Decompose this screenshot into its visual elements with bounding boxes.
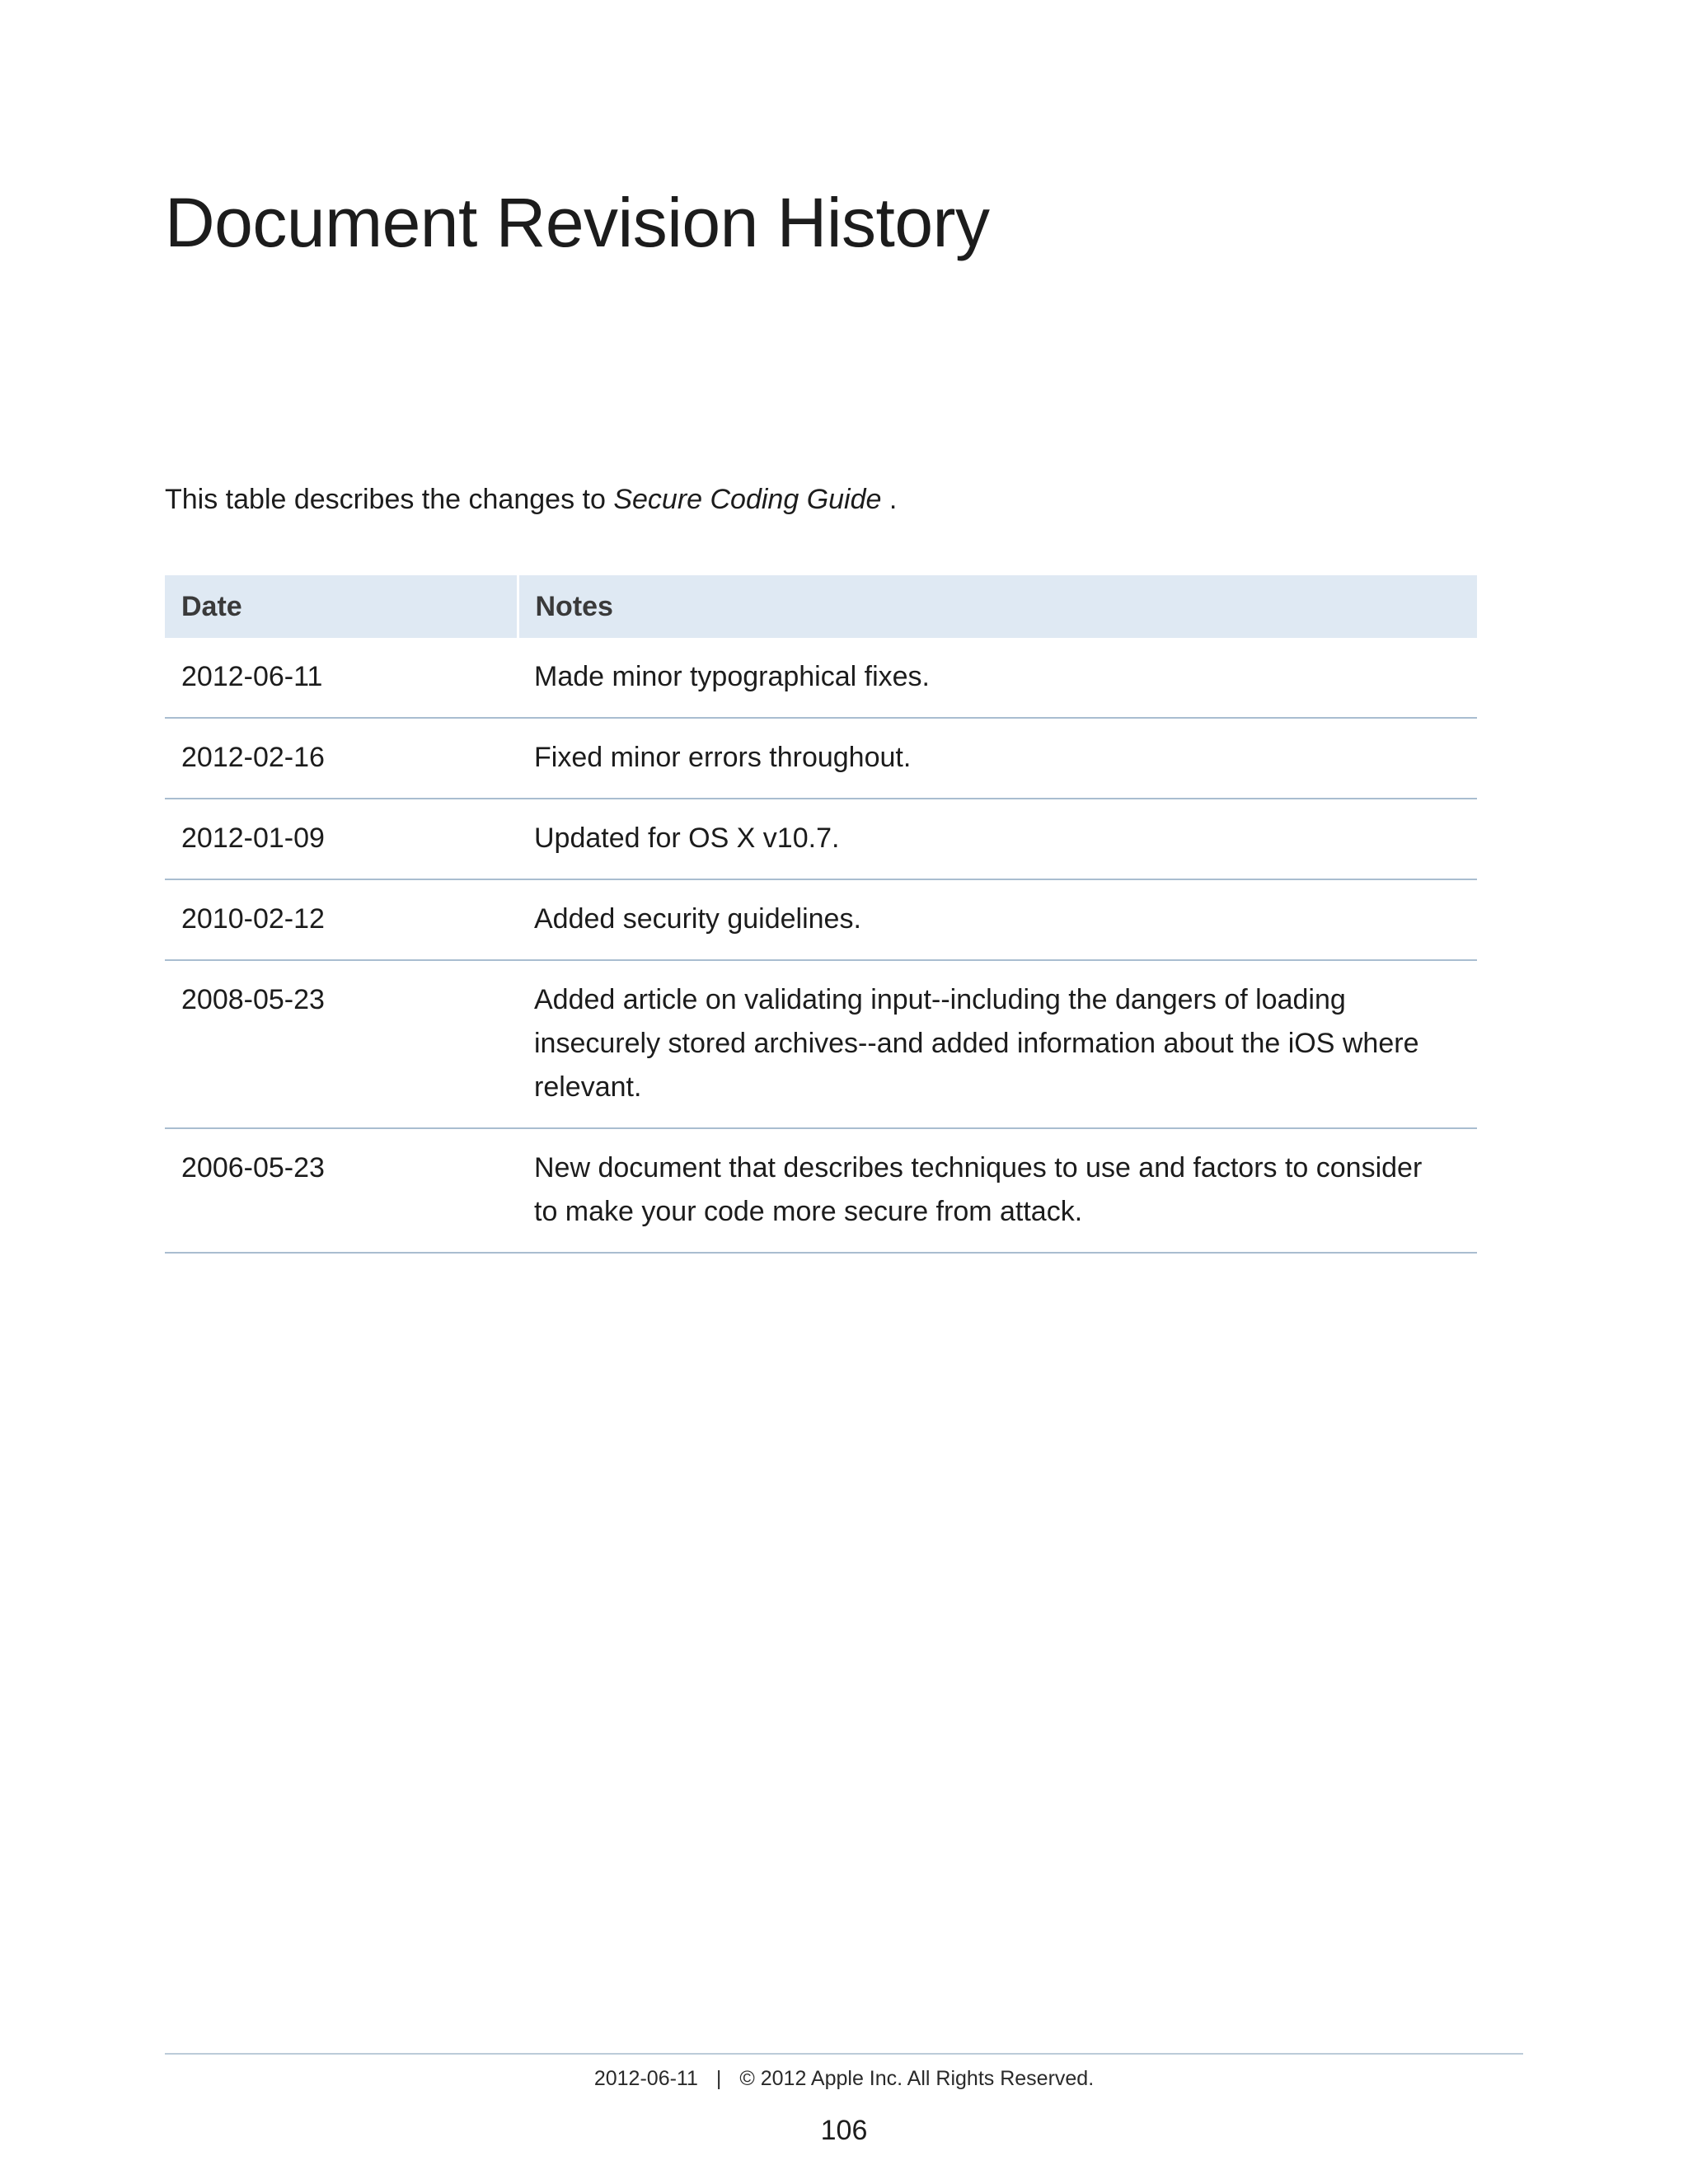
revision-date: 2010-02-12 [165, 879, 518, 960]
revision-notes: Added article on validating input--including the dangers of loading insecurely stored archives--and added information about the iOS where relevant. [518, 960, 1477, 1128]
intro-suffix: . [881, 484, 898, 515]
page-number: 106 [820, 2115, 868, 2146]
intro-prefix: This table describes the changes to [165, 484, 614, 515]
page-title: Document Revision History [165, 184, 990, 261]
table-row [165, 638, 1477, 718]
table-row [165, 718, 1477, 799]
footer-date: 2012-06-11 [593, 2067, 698, 2090]
intro-paragraph [165, 481, 897, 518]
table-row [165, 960, 1477, 1128]
revision-notes: Made minor typographical fixes. [518, 638, 1477, 718]
revision-date: 2012-01-09 [165, 799, 518, 879]
table-row [165, 1128, 1477, 1253]
table-header-row [165, 575, 1477, 638]
revision-notes: New document that describes techniques to use and factors to consider to make your code more secure from attack. [518, 1128, 1477, 1253]
table-row [165, 879, 1477, 960]
table-row [165, 799, 1477, 879]
revision-date: 2012-02-16 [165, 718, 518, 799]
footer-copyright: © 2012 Apple Inc. All Rights Reserved. [739, 2067, 1095, 2090]
document-name-link[interactable]: Secure Coding Guide [613, 484, 882, 515]
revision-notes: Updated for OS X v10.7. [518, 799, 1477, 879]
revision-history-table [165, 575, 1477, 1254]
revision-date: 2012-06-11 [165, 638, 518, 718]
notes-column-header: Notes [518, 575, 1477, 638]
footer-separator: | [715, 2067, 722, 2090]
revision-notes: Fixed minor errors throughout. [518, 718, 1477, 799]
date-column-header: Date [165, 575, 518, 638]
revision-date: 2008-05-23 [165, 960, 518, 1128]
page-footer [0, 2067, 1688, 2091]
revision-notes: Added security guidelines. [518, 879, 1477, 960]
footer-divider [165, 2053, 1523, 2055]
revision-date: 2006-05-23 [165, 1128, 518, 1253]
